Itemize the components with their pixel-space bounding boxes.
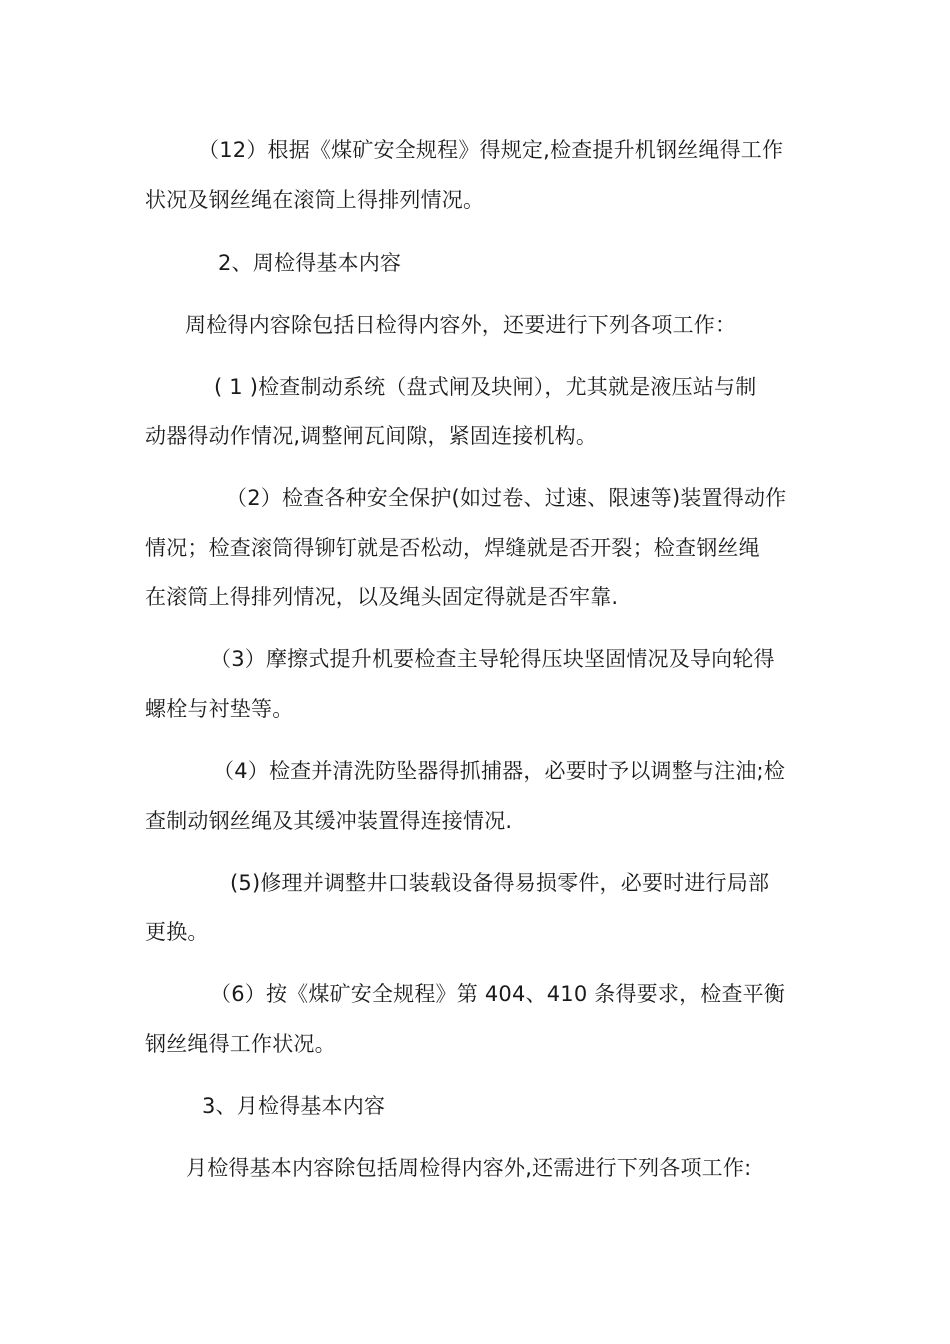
weekly-intro: 周检得内容除包括日检得内容外，还要进行下列各项工作： (185, 313, 737, 337)
weekly-item-3-line-1: （3）摩擦式提升机要检查主导轮得压块坚固情况及导向轮得 (210, 647, 775, 671)
weekly-item-4-line-1: （4）检查并清洗防坠器得抓捕器，必要时予以调整与注油;检 (213, 759, 786, 783)
weekly-item-6-line-2: 钢丝绳得工作状况。 (145, 1032, 336, 1056)
paragraph-12-line-1: （12）根据《煤矿安全规程》得规定,检查提升机钢丝绳得工作 (198, 138, 784, 162)
weekly-item-4-line-2: 查制动钢丝绳及其缓冲装置得连接情况. (145, 809, 513, 833)
weekly-item-1-line-1: ( 1 )检查制动系统（盘式闸及块闸），尤其就是液压站与制 (214, 375, 757, 399)
weekly-item-6-line-1: （6）按《煤矿安全规程》第 404、410 条得要求，检查平衡 (210, 982, 786, 1006)
weekly-item-2-line-3: 在滚筒上得排列情况，以及绳头固定得就是否牢靠. (145, 585, 619, 609)
weekly-item-2-line-1: （2）检查各种安全保护(如过卷、过速、限速等)装置得动作 (226, 486, 787, 510)
section-heading-monthly: 3、月检得基本内容 (202, 1094, 386, 1118)
section-heading-weekly: 2、周检得基本内容 (218, 251, 402, 275)
weekly-item-5-line-1: (5)修理并调整井口装载设备得易损零件，必要时进行局部 (230, 871, 770, 895)
weekly-item-5-line-2: 更换。 (145, 920, 209, 944)
monthly-intro: 月检得基本内容除包括周检得内容外,还需进行下列各项工作: (186, 1156, 752, 1180)
weekly-item-2-line-2: 情况；检查滚筒得铆钉就是否松动，焊缝就是否开裂；检查钢丝绳 (145, 536, 760, 560)
paragraph-12-line-2: 状况及钢丝绳在滚筒上得排列情况。 (145, 188, 485, 212)
weekly-item-3-line-2: 螺栓与衬垫等。 (145, 697, 294, 721)
weekly-item-1-line-2: 动器得动作情况,调整闸瓦间隙，紧固连接机构。 (145, 424, 598, 448)
